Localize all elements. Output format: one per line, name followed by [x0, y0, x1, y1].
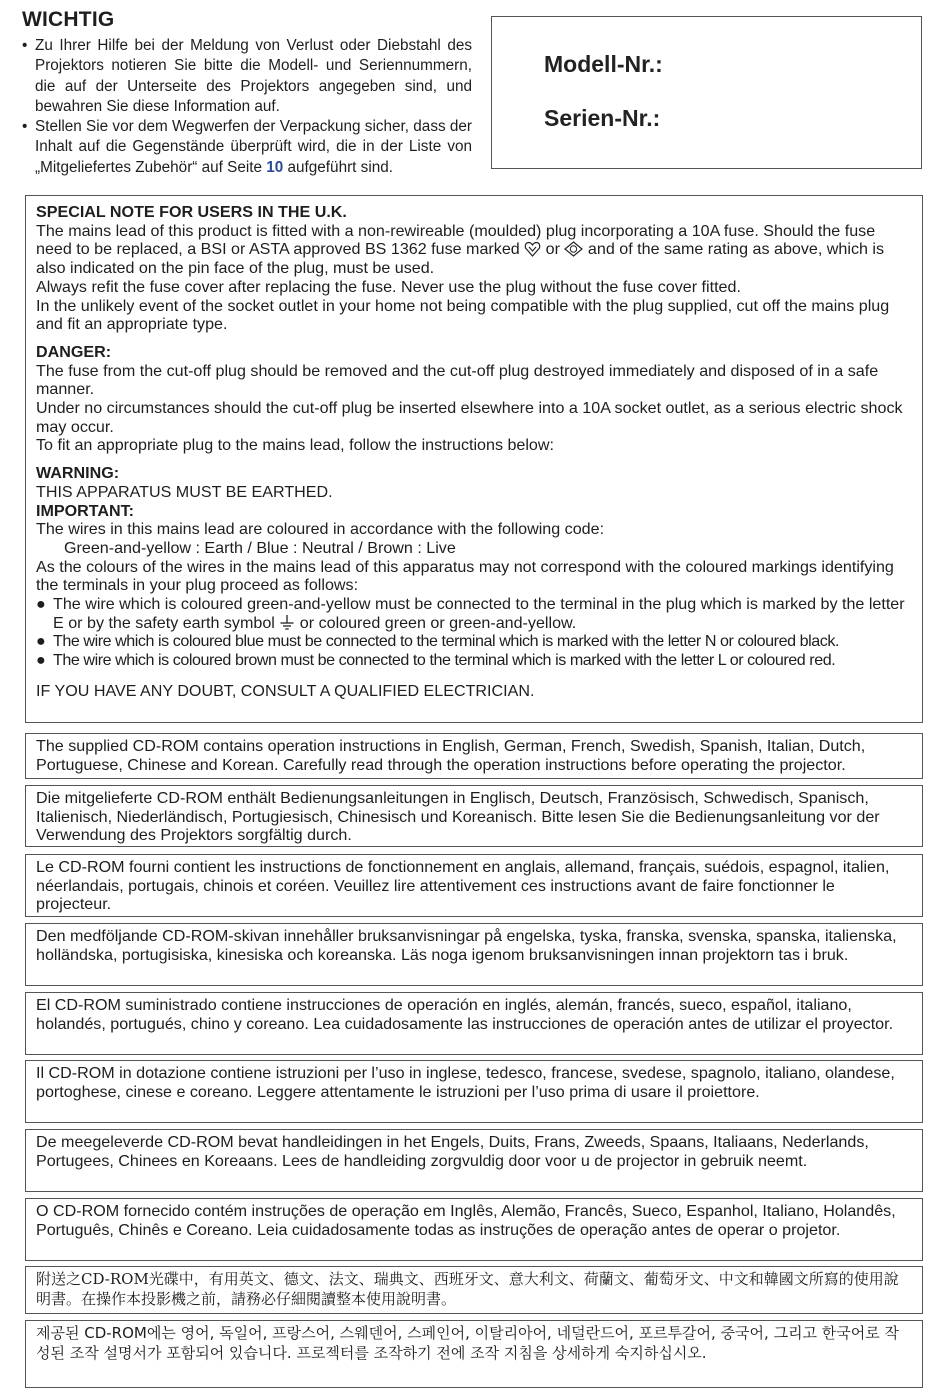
- cdrom-note-swedish: Den medföljande CD-ROM-skivan innehåller bruksanvisningar på engelska, tyska, franska, svenska, spanska, italienska, holländska, portugisiska, kinesiska och koreanska. Läs noga igenom bruksanvisningen innan projektorn tas i bruk.: [25, 923, 923, 986]
- danger-paragraph-3: To fit an appropriate plug to the mains lead, follow the instructions below:: [36, 436, 554, 455]
- cdrom-note-italian: Il CD-ROM in dotazione contiene istruzioni per l’uso in inglese, tedesco, francese, svedese, spagnolo, italiano, olandese, portoghese, cinese e coreano. Leggere attentamente le istruzioni per l’uso prima di usare il proiettore.: [25, 1060, 923, 1123]
- uk-note-paragraph-1: The mains lead of this product is fitted with a non-rewireable (moulded) plug incorporating a 10A fuse. Should the fuse need to be replaced, a BSI or ASTA approved BS 1362 fuse marked or and of the same rating as above, which is also indicated on the pin face of the plug, must be used.: [36, 221, 885, 278]
- cdrom-note-french: Le CD-ROM fourni contient les instructions de fonctionnement en anglais, allemand, français, suédois, espagnol, italien, néerlandais, portugais, chinois et coréen. Veuillez lire attentivement ces instructions avant de faire fonctionner le projecteur.: [25, 854, 923, 917]
- danger-paragraph-2: Under no circumstances should the cut-off plug be inserted elsewhere into a 10A socket outlet, as a serious electric shock may occur.: [36, 399, 903, 436]
- page-reference-link[interactable]: 10: [266, 158, 284, 176]
- uk-note-paragraph-3: In the unlikely event of the socket outlet in your home not being compatible with the plug supplied, cut off the mains plug and fit an appropriate type.: [36, 296, 890, 334]
- cdrom-note-dutch: De meegeleverde CD-ROM bevat handleidingen in het Engels, Duits, Frans, Zweeds, Spaans, Italiaans, Nederlands, Portugees, Chinees en Koreaans. Lees de handleiding zorgvuldig door voor u de projector in gebruik neemt.: [25, 1129, 923, 1192]
- cdrom-note-chinese: 附送之CD-ROM光碟中，有用英文、德文、法文、瑞典文、西班牙文、意大利文、荷蘭文、葡萄牙文、中文和韓國文所寫的使用說明書。在操作本投影機之前，請務必仔細閱讀整本使用說明書。: [25, 1266, 923, 1314]
- cdrom-note-english: The supplied CD-ROM contains operation instructions in English, German, French, Swedish, Spanish, Italian, Dutch, Portuguese, Chinese and Korean. Carefully read through the operation instructions before operating the projector.: [25, 733, 923, 779]
- uk-note-closing: IF YOU HAVE ANY DOUBT, CONSULT A QUALIFIED ELECTRICIAN.: [36, 681, 535, 700]
- danger-heading: DANGER:: [36, 342, 112, 361]
- cdrom-note-korean: 제공된 CD-ROM에는 영어, 독일어, 프랑스어, 스웨덴어, 스페인어, 이탈리아어, 네덜란드어, 포르투갈어, 중국어, 그리고 한국어로 작성된 조작 설명서가 포함되어 있습니다. 프로젝터를 조작하기 전에 조작 지침을 상세하게 숙지하십시오.: [25, 1320, 923, 1388]
- serial-number-label: Serien-Nr.:: [544, 105, 661, 131]
- wire-bullet-neutral: ● The wire which is coloured blue must be connected to the terminal which is marked with the letter N or coloured black.: [36, 632, 839, 651]
- uk-special-note: [25, 195, 923, 723]
- cdrom-note-german: Die mitgelieferte CD-ROM enthält Bedienungsanleitungen in Englisch, Deutsch, Französisch, Schwedisch, Spanisch, Italienisch, Niederländisch, Portugiesisch, Chinesisch und Koreanisch. Bitte lesen Sie die Bedienungsanleitung vor der Verwendung des Projektors sorgfältig durch.: [25, 785, 923, 847]
- uk-note-paragraph-2: Always refit the fuse cover after replacing the fuse. Never use the plug without the fuse cover fitted.: [36, 277, 741, 296]
- important-paragraph-2: As the colours of the wires in the mains lead of this apparatus may not correspond with the coloured markings identifying the terminals in your plug proceed as follows:: [36, 557, 894, 595]
- bullet-dot-icon: ●: [36, 632, 46, 651]
- bullet-dot-icon: ●: [36, 651, 46, 670]
- wire-bullet-live: ● The wire which is coloured brown must be connected to the terminal which is marked with the letter L or coloured red.: [36, 651, 836, 670]
- asta-mark-icon: [564, 241, 583, 257]
- model-serial-box: [491, 16, 922, 169]
- warning-heading: WARNING:: [36, 464, 120, 483]
- wichtig-bullet-2: • Stellen Sie vor dem Wegwerfen der Verpackung sicher, dass der Inhalt auf die Gegenstände überprüft wird, die in der Liste von „Mitgeliefertes Zubehör“ auf Seite 10 aufgeführt sind.: [22, 118, 472, 176]
- wire-bullet-earth: ● The wire which is coloured green-and-yellow must be connected to the terminal in the plug which is marked by the letter E or by the safety earth symbol or coloured green or green-and-yellow.: [36, 595, 905, 632]
- danger-paragraph-1: The fuse from the cut-off plug should be removed and the cut-off plug destroyed immediately and disposed of in a safe manner.: [36, 361, 879, 399]
- warning-text: THIS APPARATUS MUST BE EARTHED.: [36, 482, 333, 501]
- bullet-dot-icon: ●: [36, 595, 46, 614]
- cdrom-note-spanish: El CD-ROM suministrado contiene instrucciones de operación en inglés, alemán, francés, sueco, español, italiano, holandés, portugués, chino y coreano. Lea cuidadosamente las instrucciones de operación antes de utilizar el proyector.: [25, 992, 923, 1055]
- bsi-kitemark-icon: [524, 241, 541, 257]
- important-paragraph-1: The wires in this mains lead are coloured in accordance with the following code:: [36, 520, 605, 539]
- important-heading: IMPORTANT:: [36, 501, 135, 520]
- model-number-label: Modell-Nr.:: [544, 51, 663, 77]
- earth-symbol-icon: [279, 614, 295, 631]
- bullet-dot-icon: •: [22, 37, 28, 54]
- bullet-dot-icon: •: [22, 118, 28, 136]
- wichtig-title: WICHTIG: [22, 8, 115, 31]
- uk-note-heading: SPECIAL NOTE FOR USERS IN THE U.K.: [36, 203, 347, 221]
- wire-colour-code: Green-and-yellow : Earth / Blue : Neutral / Brown : Live: [64, 538, 456, 557]
- wichtig-section: [22, 8, 472, 178]
- wichtig-bullet-1: • Zu Ihrer Hilfe bei der Meldung von Verlust oder Diebstahl des Projektors notieren Sie bitte die Modell- und Seriennummern, die auf der Unterseite des Projektors angegeben sind, und bewahren Sie diese Information auf.: [22, 37, 472, 115]
- cdrom-note-portuguese: O CD-ROM fornecido contém instruções de operação em Inglês, Alemão, Francês, Sueco, Espanhol, Italiano, Holandês, Português, Chinês e Coreano. Leia cuidadosamente todas as instruções de operação antes de operar o projetor.: [25, 1198, 923, 1261]
